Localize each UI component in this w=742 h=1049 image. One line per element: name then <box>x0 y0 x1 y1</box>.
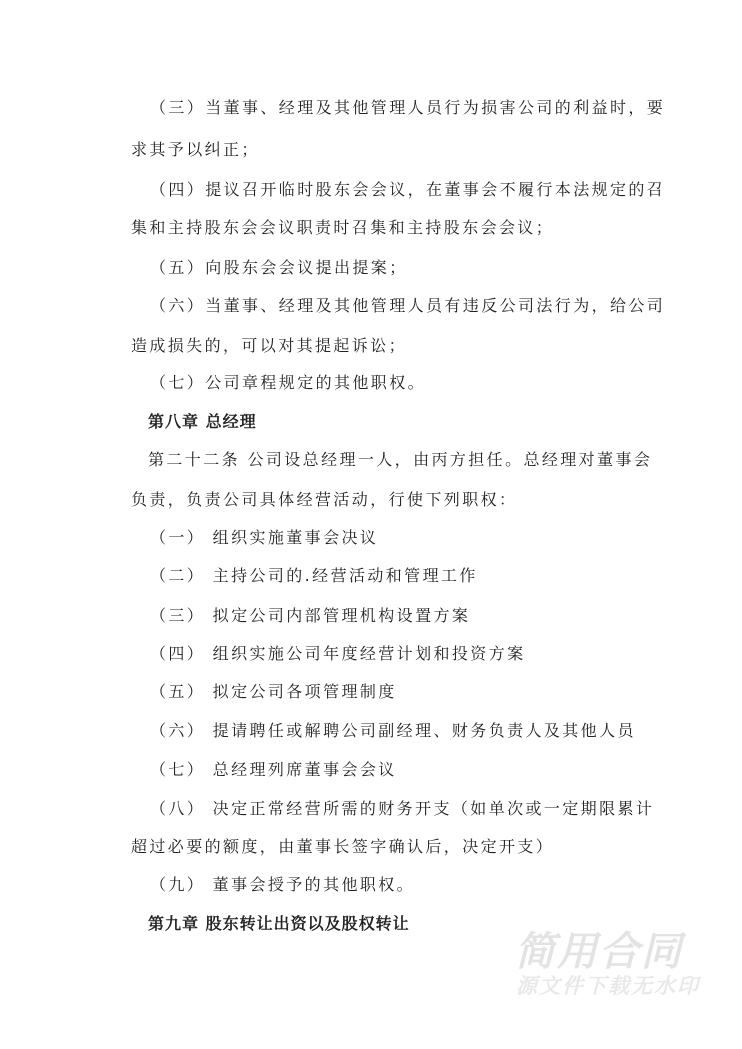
list-item: （七） 总经理列席董事会会议 <box>150 760 397 779</box>
list-item: （四） 组织实施公司年度经营计划和投资方案 <box>150 644 526 663</box>
paragraph-line: （四）提议召开临时股东会会议，在董事会不履行本法规定的召 <box>150 180 666 199</box>
chapter-heading: 第九章 股东转让出资以及股权转让 <box>148 914 410 933</box>
paragraph-line: （五）向股东会会议提出提案； <box>150 258 408 277</box>
list-item: （三） 拟定公司内部管理机构设置方案 <box>150 606 471 625</box>
list-item: （一） 组织实施董事会决议 <box>150 528 379 547</box>
paragraph-line: （三）当董事、经理及其他管理人员行为损害公司的利益时，要 <box>150 98 666 117</box>
list-item: （二） 主持公司的.经营活动和管理工作 <box>150 566 478 585</box>
list-item: （八） 决定正常经营所需的财务开支（如单次或一定期限累计 <box>150 799 655 818</box>
paragraph-line: 造成损失的，可以对其提起诉讼； <box>131 336 408 355</box>
chapter-heading: 第八章 总经理 <box>148 412 257 431</box>
list-item: （五） 拟定公司各项管理制度 <box>150 682 397 701</box>
paragraph-line: 求其予以纠正； <box>131 140 260 159</box>
list-item: （六） 提请聘任或解聘公司副经理、财务负责人及其他人员 <box>150 721 636 740</box>
paragraph-line: （七）公司章程规定的其他职权。 <box>150 373 427 392</box>
watermark-tagline: 源文件下载无水印 <box>516 974 700 998</box>
paragraph-line: 超过必要的额度，由董事长签字确认后，决定开支） <box>131 837 555 856</box>
paragraph-line: 集和主持股东会会议职责时召集和主持股东会会议； <box>131 218 555 237</box>
paragraph-line: （六）当董事、经理及其他管理人员有违反公司法行为，给公司 <box>150 296 666 315</box>
watermark-brand: 简用合同 <box>515 929 683 975</box>
paragraph-line: 负责，负责公司具体经营活动，行使下列职权： <box>131 490 518 509</box>
article-line: 第二十二条 公司设总经理一人，由丙方担任。总经理对董事会 <box>148 450 653 469</box>
list-item: （九） 董事会授予的其他职权。 <box>150 875 416 894</box>
